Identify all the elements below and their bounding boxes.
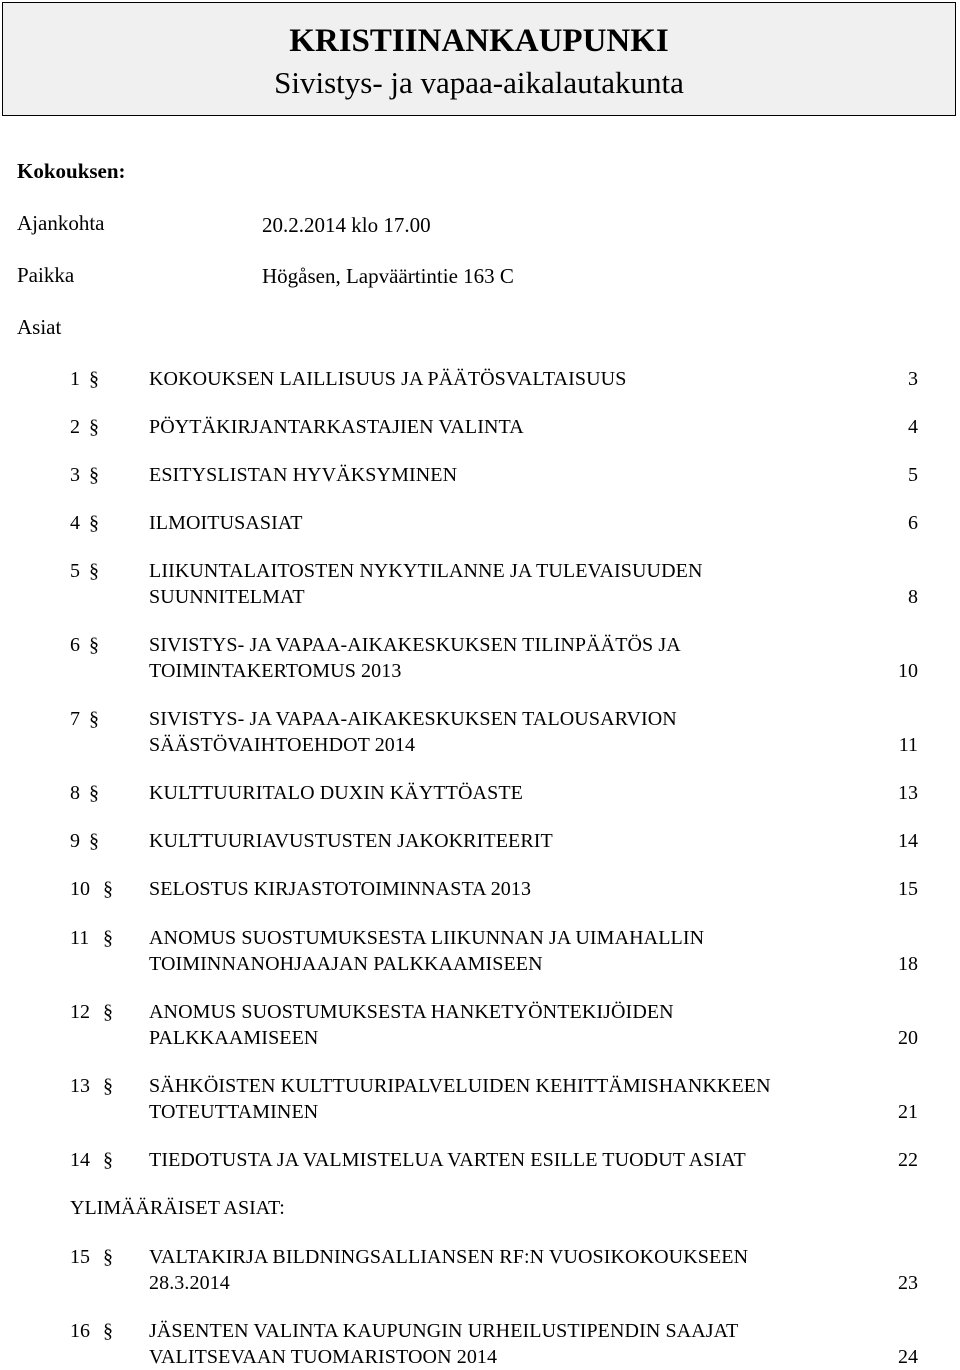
- agenda-item-title-line: VALTAKIRJA BILDNINGSALLIANSEN RF:N VUOSIKOKOUKSEEN: [149, 1246, 749, 1268]
- agenda-item-number: 16: [70, 1320, 90, 1342]
- agenda-item: [0, 1318, 960, 1370]
- agenda-item-number: 4: [70, 512, 80, 534]
- agenda-item-title-line: TOTEUTTAMINEN: [149, 1101, 319, 1123]
- agenda-item: [0, 632, 960, 684]
- agenda-item-title: [149, 925, 849, 977]
- agenda-item-number: 5: [70, 560, 80, 582]
- agenda-item-title-line: SELOSTUS KIRJASTOTOIMINNASTA 2013: [149, 878, 532, 900]
- agenda-item: [0, 925, 960, 977]
- section-symbol: §: [103, 878, 113, 900]
- place-label: Paikka: [17, 263, 75, 287]
- agenda-item: [0, 999, 960, 1051]
- agenda-item-page: 24: [898, 1346, 918, 1368]
- agenda-item-title: [149, 414, 849, 440]
- agenda-item: [0, 828, 960, 854]
- agenda-item-title: [149, 706, 849, 758]
- agenda-item-number: 8: [70, 782, 80, 804]
- agenda-item: [0, 366, 960, 392]
- agenda-item-number: 9: [70, 830, 80, 852]
- agenda-item-number: 3: [70, 464, 80, 486]
- agenda-item-title-line: ESITYSLISTAN HYVÄKSYMINEN: [149, 464, 458, 486]
- agenda-item-title-line: ANOMUS SUOSTUMUKSESTA LIIKUNNAN JA UIMAHALLIN: [149, 927, 705, 949]
- agenda-item-page: 13: [898, 782, 918, 804]
- extra-items-heading: YLIMÄÄRÄISET ASIAT:: [70, 1197, 285, 1219]
- agenda-item-title-line: SÄÄSTÖVAIHTOEHDOT 2014: [149, 734, 416, 756]
- agenda-item-title-line: KULTTUURIAVUSTUSTEN JAKOKRITEERIT: [149, 830, 553, 852]
- agenda-item-title: [149, 558, 849, 610]
- agenda-item-page: 6: [908, 512, 918, 534]
- header-box: [2, 2, 956, 116]
- agenda-item-title-line: TIEDOTUSTA JA VALMISTELUA VARTEN ESILLE TUODUT ASIAT: [149, 1149, 746, 1171]
- section-symbol: §: [89, 708, 99, 730]
- agenda-item-number: 15: [70, 1246, 90, 1268]
- agenda-item-title: [149, 780, 849, 806]
- agenda-item-page: 4: [908, 416, 918, 438]
- agenda-item-title: [149, 828, 849, 854]
- section-symbol: §: [89, 416, 99, 438]
- agenda-item-title: [149, 876, 849, 902]
- agenda-item-title: [149, 1073, 849, 1125]
- section-symbol: §: [103, 927, 113, 949]
- section-symbol: §: [89, 368, 99, 390]
- agenda-item-page: 8: [908, 586, 918, 608]
- agenda-item-page: 20: [898, 1027, 918, 1049]
- matters-label: Asiat: [17, 315, 62, 339]
- agenda-item-title-line: ILMOITUSASIAT: [149, 512, 303, 534]
- agenda-item: [0, 510, 960, 536]
- section-symbol: §: [103, 1001, 113, 1023]
- agenda-item-page: 5: [908, 464, 918, 486]
- agenda-item-number: 12: [70, 1001, 90, 1023]
- meeting-heading: Kokouksen:: [17, 159, 126, 183]
- agenda-item-number: 7: [70, 708, 80, 730]
- agenda-item-number: 10: [70, 878, 90, 900]
- agenda-item-title: [149, 462, 849, 488]
- agenda-item-title-line: SÄHKÖISTEN KULTTUURIPALVELUIDEN KEHITTÄMISHANKKEEN: [149, 1075, 771, 1097]
- section-symbol: §: [103, 1075, 113, 1097]
- agenda-item-page: 22: [898, 1149, 918, 1171]
- agenda-item-title-line: PALKKAAMISEEN: [149, 1027, 319, 1049]
- agenda-item-title-line: TOIMINNANOHJAAJAN PALKKAAMISEEN: [149, 953, 543, 975]
- agenda-item-title-line: 28.3.2014: [149, 1272, 230, 1294]
- agenda-item-page: 3: [908, 368, 918, 390]
- agenda-item-page: 10: [898, 660, 918, 682]
- agenda-item-title-line: SIVISTYS- JA VAPAA-AIKAKESKUKSEN TILINPÄÄTÖS JA: [149, 634, 681, 656]
- section-symbol: §: [103, 1149, 113, 1171]
- agenda-item: [0, 462, 960, 488]
- agenda-item-number: 2: [70, 416, 80, 438]
- agenda-item-number: 14: [70, 1149, 90, 1171]
- agenda-item-title: [149, 632, 849, 684]
- agenda-item: [0, 558, 960, 610]
- section-symbol: §: [103, 1320, 113, 1342]
- section-symbol: §: [89, 634, 99, 656]
- section-symbol: §: [103, 1246, 113, 1268]
- agenda-item: [0, 706, 960, 758]
- agenda-item-number: 13: [70, 1075, 90, 1097]
- section-symbol: §: [89, 830, 99, 852]
- agenda-item-title-line: JÄSENTEN VALINTA KAUPUNGIN URHEILUSTIPENDIN SAAJAT: [149, 1320, 739, 1342]
- agenda-item-page: 11: [898, 734, 918, 756]
- agenda-item-number: 11: [70, 927, 90, 949]
- time-label: Ajankohta: [17, 211, 105, 235]
- agenda-item-page: 18: [898, 953, 918, 975]
- agenda-item: [0, 1073, 960, 1125]
- agenda-item-number: 6: [70, 634, 80, 656]
- agenda-item: [0, 414, 960, 440]
- agenda-item-page: 21: [898, 1101, 918, 1123]
- agenda-item: [0, 876, 960, 902]
- agenda-item-title: [149, 999, 849, 1051]
- place-value: Högåsen, Lapväärtintie 163 C: [262, 264, 514, 288]
- agenda-item: [0, 780, 960, 806]
- agenda-item: [0, 1147, 960, 1173]
- agenda-item-page: 15: [898, 878, 918, 900]
- agenda-item-title-line: VALITSEVAAN TUOMARISTOON 2014: [149, 1346, 498, 1368]
- agenda-item-title: [149, 1244, 849, 1296]
- section-symbol: §: [89, 464, 99, 486]
- agenda-item-title: [149, 1318, 849, 1370]
- agenda-item-title-line: LIIKUNTALAITOSTEN NYKYTILANNE JA TULEVAISUUDEN: [149, 560, 703, 582]
- agenda-item-page: 14: [898, 830, 918, 852]
- agenda-item-number: 1: [70, 368, 80, 390]
- agenda-item-title: [149, 366, 849, 392]
- header-subtitle: Sivistys- ja vapaa-aikalautakunta: [274, 65, 684, 100]
- agenda-item: [0, 1244, 960, 1296]
- agenda-item-page: 23: [898, 1272, 918, 1294]
- agenda-item-title-line: KULTTUURITALO DUXIN KÄYTTÖASTE: [149, 782, 523, 804]
- agenda-item-title-line: SIVISTYS- JA VAPAA-AIKAKESKUKSEN TALOUSARVION: [149, 708, 677, 730]
- time-value: 20.2.2014 klo 17.00: [262, 213, 431, 237]
- agenda-item-title-line: TOIMINTAKERTOMUS 2013: [149, 660, 402, 682]
- section-symbol: §: [89, 560, 99, 582]
- agenda-item-title: [149, 1147, 849, 1173]
- agenda-item-title-line: SUUNNITELMAT: [149, 586, 305, 608]
- agenda-item-title-line: ANOMUS SUOSTUMUKSESTA HANKETYÖNTEKIJÖIDEN: [149, 1001, 674, 1023]
- agenda-item-title: [149, 510, 849, 536]
- section-symbol: §: [89, 512, 99, 534]
- header-title: KRISTIINANKAUPUNKI: [289, 23, 669, 59]
- agenda-item-title-line: KOKOUKSEN LAILLISUUS JA PÄÄTÖSVALTAISUUS: [149, 368, 627, 390]
- section-symbol: §: [89, 782, 99, 804]
- agenda-item-title-line: PÖYTÄKIRJANTARKASTAJIEN VALINTA: [149, 416, 524, 438]
